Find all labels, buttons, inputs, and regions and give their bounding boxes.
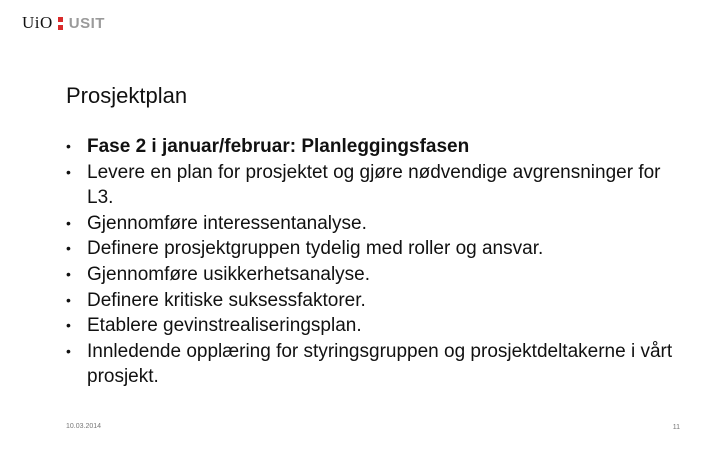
- uio-usit-logo: [22, 12, 105, 34]
- page-number: 11: [672, 424, 680, 431]
- bullet-icon: •: [66, 138, 71, 154]
- bullet-text: Gjennomføre interessentanalyse.: [87, 212, 367, 234]
- bullet-text: Gjennomføre usikkerhetsanalyse.: [87, 263, 371, 285]
- bullet-text: Etablere gevinstrealiseringsplan.: [87, 315, 362, 337]
- bullet-icon: •: [66, 163, 71, 180]
- logo-usit-text: USIT: [68, 14, 105, 32]
- bullet-icon: •: [66, 214, 71, 231]
- bullet-text: Definere kritiske suksessfaktorer.: [87, 289, 366, 311]
- bullet-icon: •: [66, 240, 71, 257]
- bullet-item: [66, 262, 686, 288]
- bullet-icon: •: [66, 291, 71, 308]
- logo-uio-text: UiO: [22, 13, 53, 32]
- bullet-text: Fase 2 i januar/februar: Planleggingsfasen: [87, 136, 470, 157]
- bullet-item: [66, 313, 686, 339]
- bullet-text: Levere en plan for prosjektet og gjøre nødvendige avgrensninger for L3.: [87, 161, 661, 209]
- bullet-text: Definere prosjektgruppen tydelig med roller og ansvar.: [87, 238, 544, 260]
- bullet-icon: •: [66, 342, 71, 359]
- bullet-item: [66, 134, 686, 160]
- footer-date: 10.03.2014: [66, 423, 102, 430]
- bullet-icon: •: [66, 317, 71, 334]
- bullet-text: Innledende opplæring for styringsgruppen og prosjektdeltakerne i vårt prosjekt.: [87, 340, 673, 388]
- bullet-item: [66, 236, 686, 262]
- logo-separator-icon: [58, 17, 63, 30]
- slide-title: Prosjektplan: [66, 83, 188, 108]
- bullet-item: [66, 339, 686, 390]
- bullet-list: [66, 134, 686, 390]
- bullet-item: [66, 160, 686, 211]
- bullet-icon: •: [66, 265, 71, 282]
- bullet-item: [66, 211, 686, 237]
- bullet-item: [66, 288, 686, 314]
